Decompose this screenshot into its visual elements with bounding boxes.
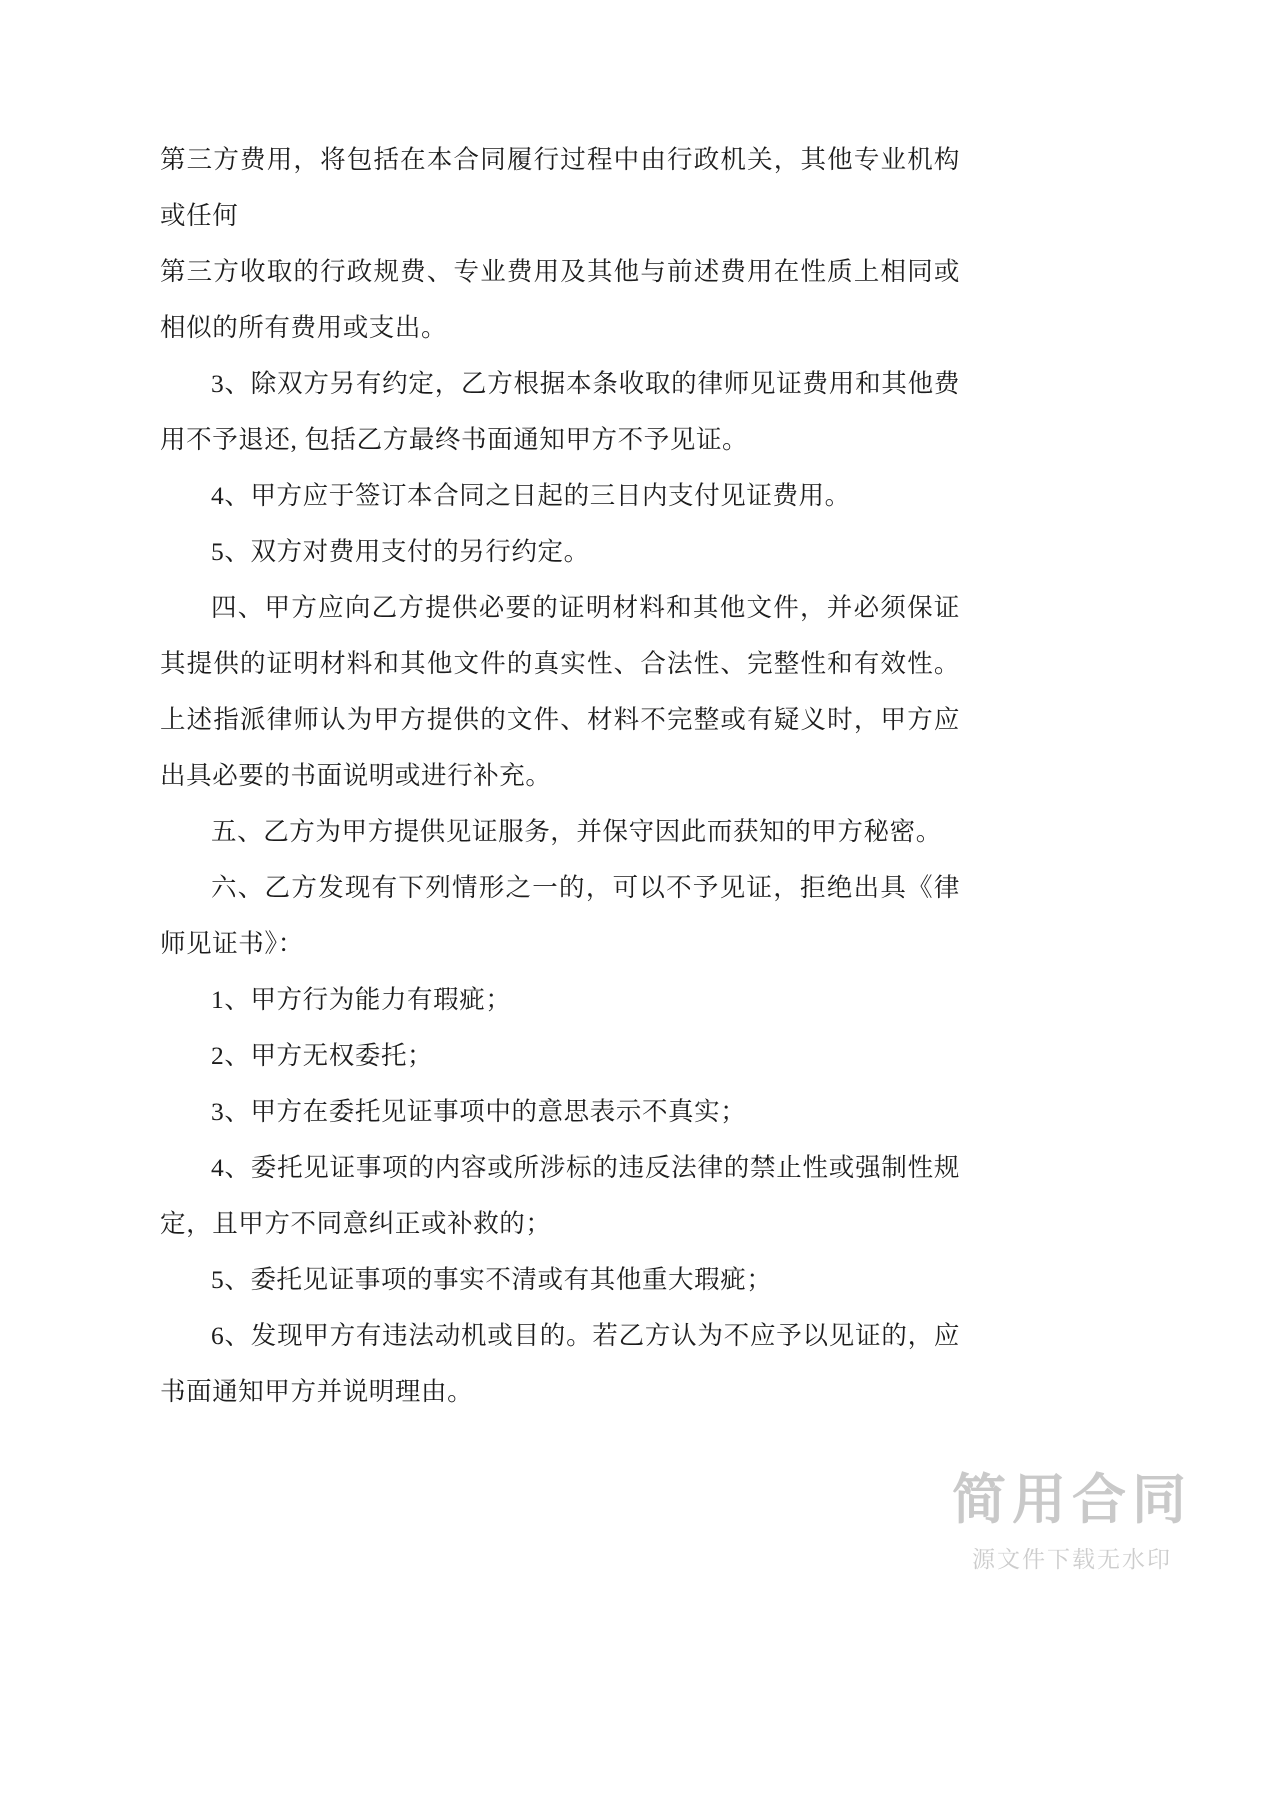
paragraph-section-5: 五、乙方为甲方提供见证服务，并保守因此而获知的甲方秘密。 — [211, 817, 942, 846]
watermark — [952, 1469, 1192, 1574]
watermark-brand-text: 简用合同 — [952, 1467, 1192, 1531]
document-body — [160, 132, 960, 1420]
paragraph-item-4: 4、甲方应于签订本合同之日起的三日内支付见证费用。 — [211, 481, 851, 510]
paragraph-section-4: 四、甲方应向乙方提供必要的证明材料和其他文件，并必须保证其提供的证明材料和其他文件的真实性、合法性、完整性和有效性。上述指派律师认为甲方提供的文件、材料不完整或有疑义时，甲方应出具必要的书面说明或进行补充。 — [160, 593, 960, 790]
paragraph-item-5: 5、双方对费用支付的另行约定。 — [211, 537, 590, 566]
paragraph-third-party-fee-2: 第三方收取的行政规费、专业费用及其他与前述费用在性质上相同或相似的所有费用或支出。 — [160, 257, 960, 342]
paragraph-section-6: 六、乙方发现有下列情形之一的，可以不予见证，拒绝出具《律师见证书》： — [160, 873, 960, 958]
watermark-subtitle-text: 源文件下载无水印 — [972, 1547, 1172, 1573]
paragraph-sub-item-1: 1、甲方行为能力有瑕疵； — [211, 985, 512, 1014]
paragraph-sub-item-5: 5、委托见证事项的事实不清或有其他重大瑕疵； — [211, 1265, 773, 1294]
paragraph-sub-item-3: 3、甲方在委托见证事项中的意思表示不真实； — [211, 1097, 747, 1126]
paragraph-sub-item-4: 4、委托见证事项的内容或所涉标的违反法律的禁止性或强制性规定，且甲方不同意纠正或补救的； — [160, 1153, 960, 1238]
paragraph-third-party-fee-1: 第三方费用，将包括在本合同履行过程中由行政机关，其他专业机构或任何 — [160, 145, 960, 230]
paragraph-sub-item-6: 6、发现甲方有违法动机或目的。若乙方认为不应予以见证的，应书面通知甲方并说明理由。 — [160, 1321, 960, 1406]
paragraph-sub-item-2: 2、甲方无权委托； — [211, 1041, 434, 1070]
paragraph-item-3: 3、除双方另有约定，乙方根据本条收取的律师见证费用和其他费用不予退还, 包括乙方最终书面通知甲方不予见证。 — [160, 369, 960, 454]
